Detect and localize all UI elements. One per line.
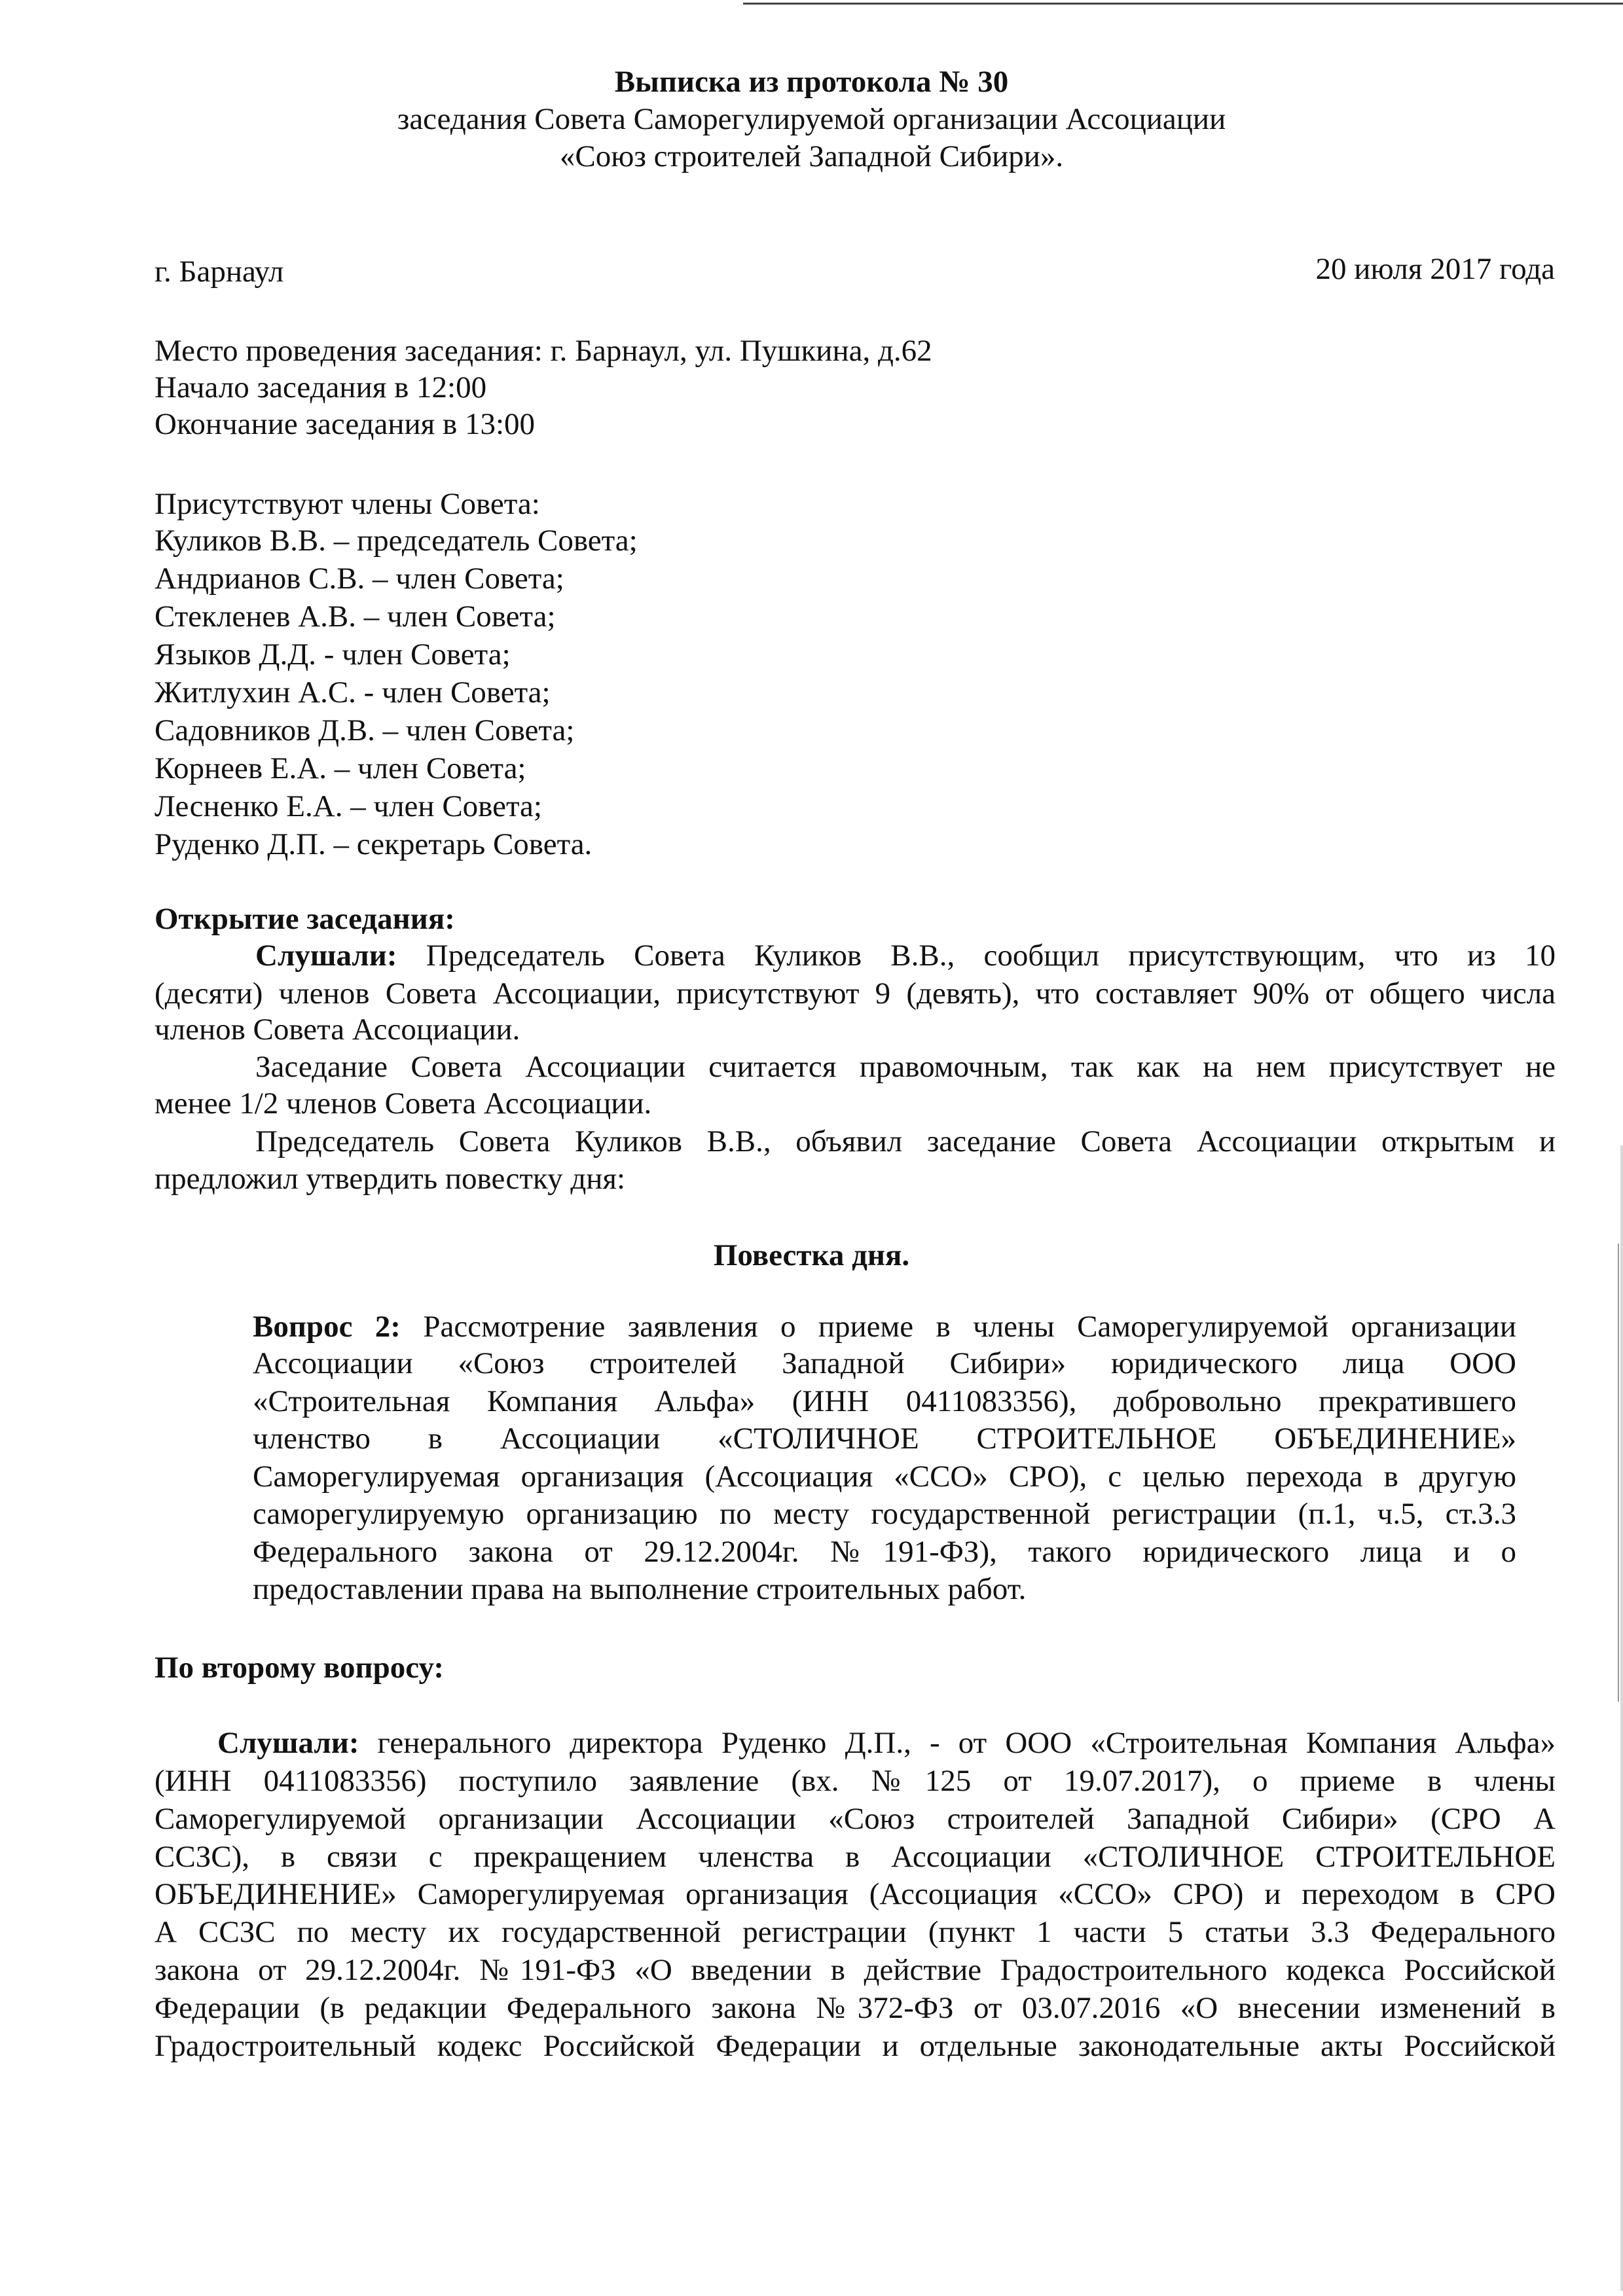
scan-edge-shadow	[1620, 1145, 1623, 2291]
second-question-line: ОБЪЕДИНЕНИЕ» Саморегулируемая организация (Ассоциация «ССО» СРО) и переходом в СРО	[155, 1877, 1556, 1911]
agenda-item-line: Ассоциации «Союз строителей Западной Сибири» юридического лица ООО	[253, 1346, 1516, 1380]
second-question-line: ССЗС), в связи с прекращением членства в Ассоциации «СТОЛИЧНОЕ СТРОИТЕЛЬНОЕ	[155, 1840, 1556, 1874]
opening-paragraph-line: Слушали: Председатель Совета Куликов В.В., сообщил присутствующим, что из 10	[255, 939, 1556, 973]
meeting-start: Начало заседания в 12:00	[155, 370, 487, 404]
scan-edge-line	[1618, 1244, 1619, 1702]
quorum-paragraph-line: менее 1/2 членов Совета Ассоциации.	[155, 1086, 652, 1121]
opening-paragraph-line: (десяти) членов Совета Ассоциации, присутствуют 9 (девять), что составляет 90% от общего числа	[155, 977, 1556, 1011]
date: 20 июля 2017 года	[1315, 252, 1555, 286]
second-question-line: Федерации (в редакции Федерального закона №372-ФЗ от 03.07.2016 «О внесении изменений в	[155, 1991, 1556, 2025]
agenda-item-line: «Строительная Компания Альфа» (ИНН 0411083356), добровольно прекратившего	[253, 1384, 1516, 1418]
second-question-line: Слушали: генерального директора Руденко Д.П., - от ООО «Строительная Компания Альфа»	[217, 1726, 1556, 1760]
second-question-line: Градостроительный кодекс Российской Федерации и отдельные законодательные акты Российской	[155, 2029, 1556, 2063]
attendee: Стекленев А.В. – член Совета;	[155, 600, 556, 634]
agenda-proposal-line: предложил утвердить повестку дня:	[155, 1162, 626, 1196]
attendees-heading: Присутствуют члены Совета:	[155, 487, 540, 521]
attendee: Андрианов С.В. – член Совета;	[155, 562, 564, 596]
attendee: Житлухин А.С. - член Совета;	[155, 675, 551, 709]
second-question-line: (ИНН 0411083356) поступило заявление (вх. №125 от 19.07.2017), о приеме в члены	[155, 1764, 1556, 1798]
second-question-heading: По второму вопросу:	[155, 1651, 445, 1685]
meeting-place: Место проведения заседания: г. Барнаул, ул. Пушкина, д.62	[155, 334, 932, 368]
attendee: Садовников Д.В. – член Совета;	[155, 713, 575, 747]
listened-label: Слушали:	[255, 939, 397, 973]
agenda-proposal-line: Председатель Совета Куликов В.В., объявил заседание Совета Ассоциации открытым и	[255, 1124, 1556, 1158]
second-question-line: закона от 29.12.2004г. №191-ФЗ «О введении в действие Градостроительного кодекса Российской	[155, 1953, 1556, 1987]
attendee: Руденко Д.П. – секретарь Совета.	[155, 827, 593, 861]
scan-border-line	[743, 3, 1623, 5]
agenda-item-line: Вопрос 2: Рассмотрение заявления о приеме в члены Саморегулируемой организации	[253, 1310, 1516, 1344]
attendee: Куликов В.В. – председатель Совета;	[155, 524, 638, 558]
agenda-item-line: членство в Ассоциации «СТОЛИЧНОЕ СТРОИТЕЛЬНОЕ ОБЪЕДИНЕНИЕ»	[253, 1422, 1516, 1456]
attendee: Корнеев Е.А. – член Совета;	[155, 751, 526, 785]
agenda-item-line: саморегулируемую организацию по месту государственной регистрации (п.1, ч.5, ст.3.3	[253, 1497, 1516, 1531]
second-question-line: Саморегулируемой организации Ассоциации «Союз строителей Западной Сибири» (СРО А	[155, 1802, 1556, 1836]
attendee: Лесненко Е.А. – член Совета;	[155, 789, 542, 823]
question-label: Вопрос 2:	[253, 1310, 401, 1344]
agenda-item-line: Саморегулируемая организация (Ассоциация «ССО» СРО), с целью перехода в другую	[253, 1460, 1516, 1494]
second-question-line: А ССЗС по месту их государственной регистрации (пункт 1 части 5 статьи 3.3 Федерального	[155, 1915, 1556, 1949]
agenda-item-line: предоставлении права на выполнение строительных работ.	[253, 1572, 1027, 1606]
agenda-heading: Повестка дня.	[713, 1238, 910, 1272]
city: г. Барнаул	[155, 255, 284, 289]
meeting-end: Окончание заседания в 13:00	[155, 407, 536, 441]
attendee: Языков Д.Д. - член Совета;	[155, 637, 511, 672]
document-subtitle-line-1: заседания Совета Саморегулируемой организации Ассоциации	[397, 102, 1226, 136]
quorum-paragraph-line: Заседание Совета Ассоциации считается правомочным, так как на нем присутствует не	[255, 1050, 1556, 1084]
document-title: Выписка из протокола № 30	[614, 65, 1009, 99]
document-subtitle-line-2: «Союз строителей Западной Сибири».	[559, 139, 1064, 173]
opening-paragraph-line: членов Совета Ассоциации.	[155, 1013, 520, 1047]
agenda-item-line: Федерального закона от 29.12.2004г. №191-ФЗ), такого юридического лица и о	[253, 1535, 1516, 1569]
opening-heading: Открытие заседания:	[155, 902, 455, 936]
listened-label: Слушали:	[217, 1726, 359, 1760]
